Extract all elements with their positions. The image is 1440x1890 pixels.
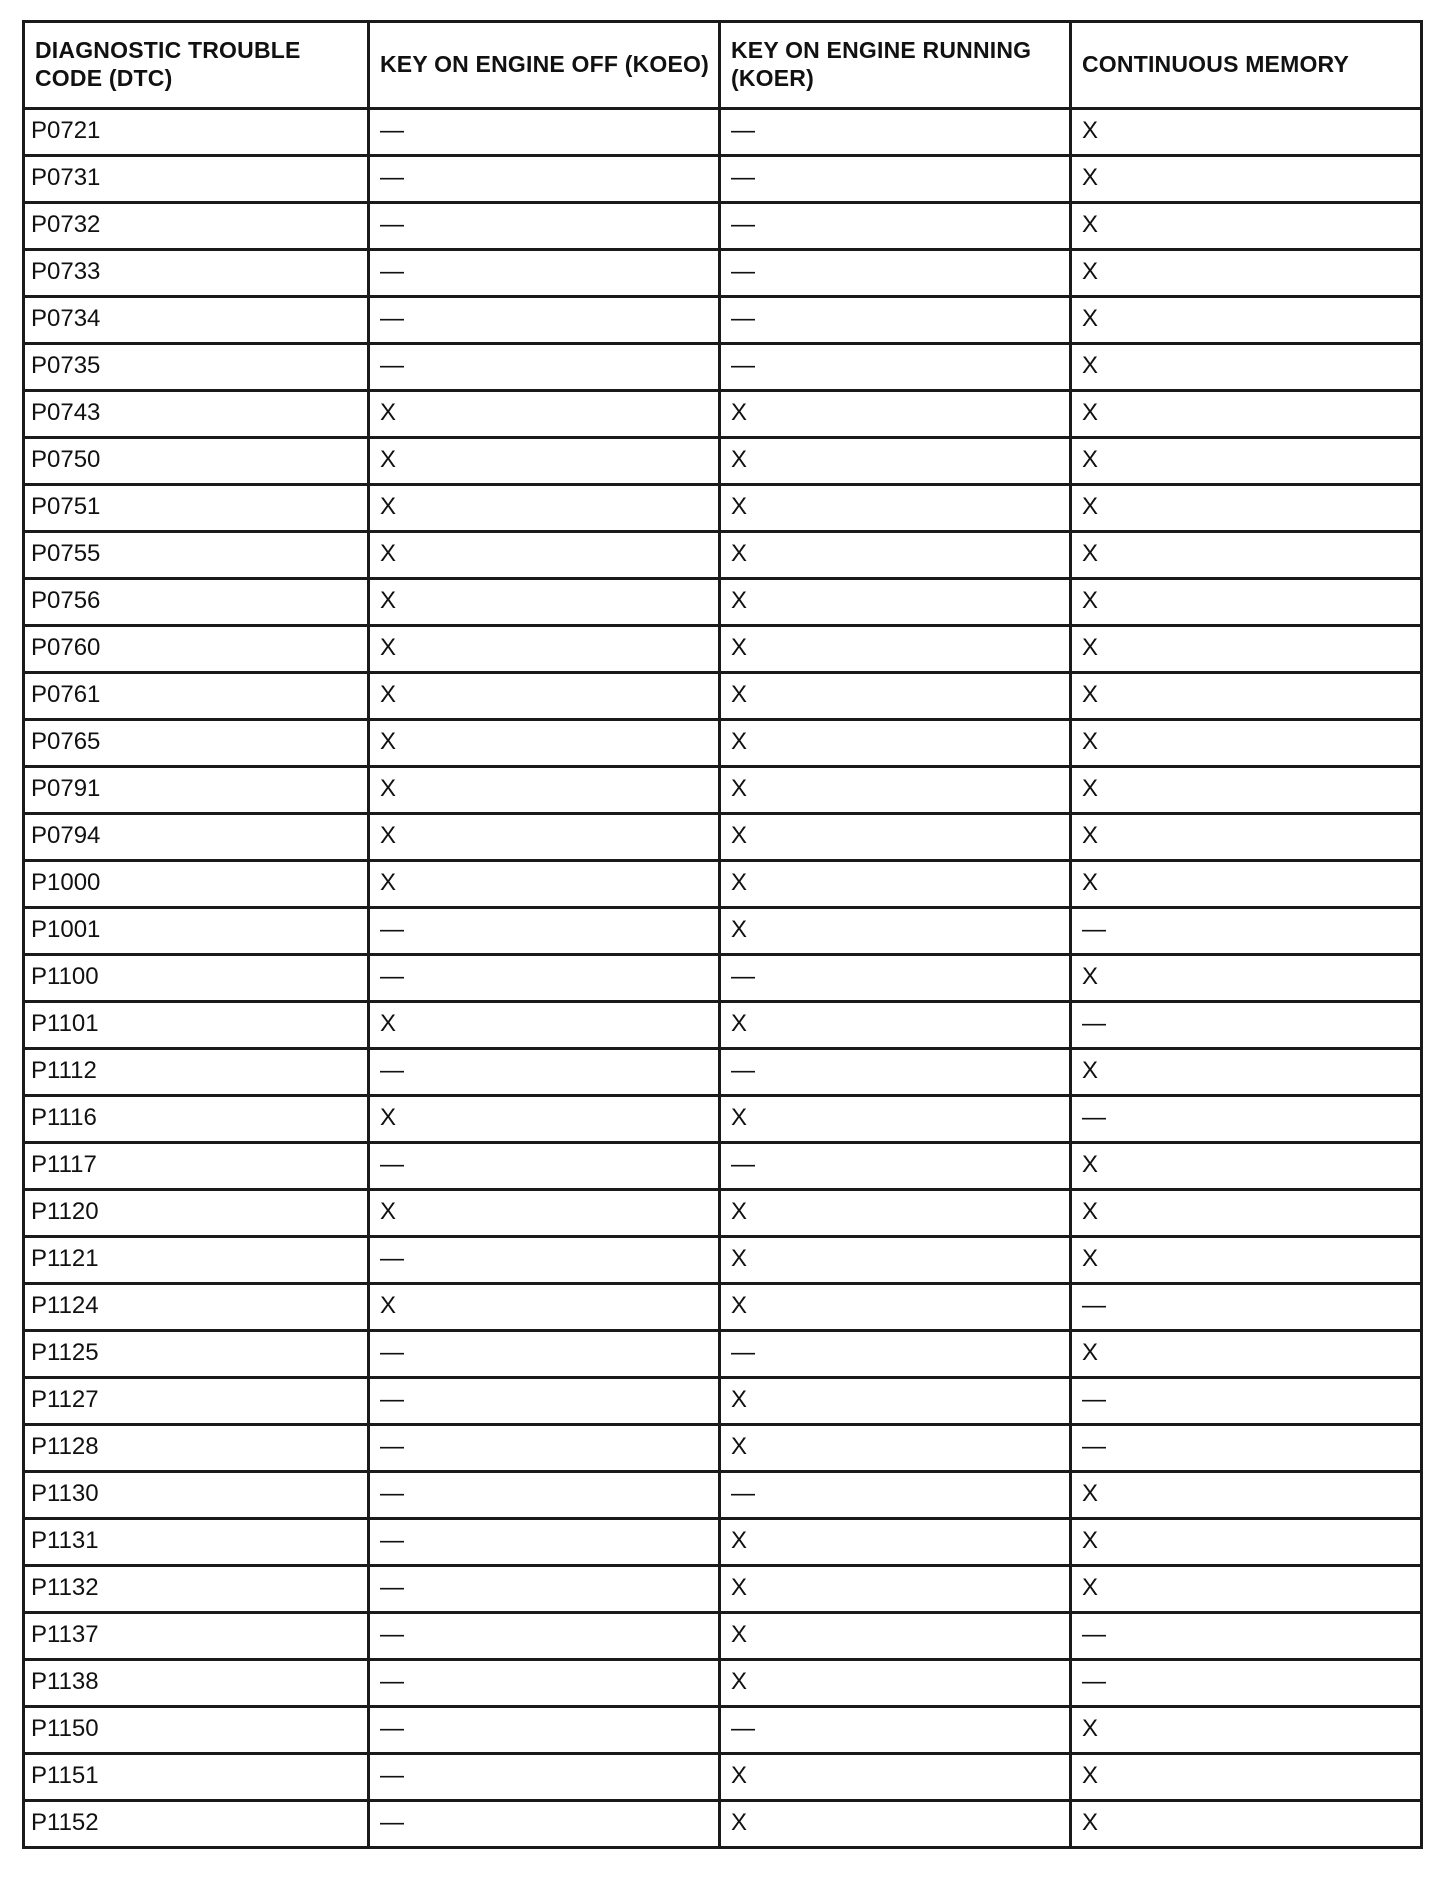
cell-dtc-code: P1150 [24, 1707, 369, 1754]
cell-continuous-memory: X [1071, 1566, 1422, 1613]
cell-dtc-code: P1117 [24, 1143, 369, 1190]
table-row [24, 1096, 1422, 1143]
cell-dtc-code: P0755 [24, 532, 369, 579]
table-row [24, 391, 1422, 438]
cell-koer: — [720, 1472, 1071, 1519]
cell-koeo: — [369, 1378, 720, 1425]
cell-continuous-memory: — [1071, 1002, 1422, 1049]
table-row [24, 1002, 1422, 1049]
cell-koer: X [720, 1237, 1071, 1284]
cell-koer: X [720, 767, 1071, 814]
cell-koer: X [720, 626, 1071, 673]
cell-continuous-memory: X [1071, 1190, 1422, 1237]
cell-koeo: — [369, 1660, 720, 1707]
dtc-table-page [22, 20, 1420, 1849]
cell-koer: X [720, 1519, 1071, 1566]
cell-koeo: X [369, 391, 720, 438]
cell-continuous-memory: X [1071, 673, 1422, 720]
cell-dtc-code: P0760 [24, 626, 369, 673]
cell-dtc-code: P1127 [24, 1378, 369, 1425]
cell-koeo: X [369, 485, 720, 532]
cell-dtc-code: P0732 [24, 203, 369, 250]
cell-koeo: X [369, 1096, 720, 1143]
cell-continuous-memory: X [1071, 485, 1422, 532]
cell-koer: — [720, 156, 1071, 203]
table-row [24, 1660, 1422, 1707]
table-header-row [24, 22, 1422, 109]
cell-koer: X [720, 485, 1071, 532]
cell-dtc-code: P1120 [24, 1190, 369, 1237]
table-row [24, 1425, 1422, 1472]
cell-continuous-memory: X [1071, 109, 1422, 156]
cell-dtc-code: P1151 [24, 1754, 369, 1801]
cell-koer: — [720, 344, 1071, 391]
cell-koeo: — [369, 203, 720, 250]
cell-koeo: X [369, 1002, 720, 1049]
cell-koeo: X [369, 814, 720, 861]
table-row [24, 485, 1422, 532]
table-row [24, 1519, 1422, 1566]
cell-dtc-code: P0794 [24, 814, 369, 861]
cell-koer: X [720, 1002, 1071, 1049]
cell-dtc-code: P1137 [24, 1613, 369, 1660]
cell-continuous-memory: X [1071, 1707, 1422, 1754]
cell-continuous-memory: X [1071, 626, 1422, 673]
cell-koeo: — [369, 1143, 720, 1190]
cell-dtc-code: P1001 [24, 908, 369, 955]
table-body [24, 109, 1422, 1848]
table-row [24, 814, 1422, 861]
table-row [24, 203, 1422, 250]
cell-koer: X [720, 1566, 1071, 1613]
table-row [24, 1707, 1422, 1754]
cell-koer: X [720, 1801, 1071, 1848]
cell-koer: — [720, 1049, 1071, 1096]
cell-continuous-memory: X [1071, 1754, 1422, 1801]
table-row [24, 673, 1422, 720]
cell-koeo: — [369, 1519, 720, 1566]
cell-koeo: — [369, 344, 720, 391]
cell-koeo: — [369, 297, 720, 344]
cell-koeo: — [369, 1425, 720, 1472]
cell-dtc-code: P1100 [24, 955, 369, 1002]
cell-koeo: — [369, 1566, 720, 1613]
table-row [24, 908, 1422, 955]
cell-koeo: X [369, 1190, 720, 1237]
table-row [24, 1331, 1422, 1378]
cell-continuous-memory: — [1071, 1425, 1422, 1472]
cell-dtc-code: P1131 [24, 1519, 369, 1566]
cell-koer: X [720, 532, 1071, 579]
header-continuous-memory: CONTINUOUS MEMORY [1071, 22, 1422, 109]
cell-koeo: X [369, 1284, 720, 1331]
cell-dtc-code: P0756 [24, 579, 369, 626]
cell-continuous-memory: — [1071, 1378, 1422, 1425]
cell-dtc-code: P0765 [24, 720, 369, 767]
cell-koeo: — [369, 1613, 720, 1660]
cell-dtc-code: P0731 [24, 156, 369, 203]
cell-dtc-code: P0751 [24, 485, 369, 532]
cell-dtc-code: P1152 [24, 1801, 369, 1848]
cell-koer: X [720, 579, 1071, 626]
cell-koer: — [720, 1707, 1071, 1754]
cell-koeo: X [369, 861, 720, 908]
cell-koeo: X [369, 673, 720, 720]
table-row [24, 344, 1422, 391]
cell-koer: — [720, 109, 1071, 156]
cell-koer: X [720, 1284, 1071, 1331]
table-row [24, 1754, 1422, 1801]
cell-dtc-code: P1125 [24, 1331, 369, 1378]
cell-koer: X [720, 438, 1071, 485]
header-koeo: KEY ON ENGINE OFF (KOEO) [369, 22, 720, 109]
cell-continuous-memory: — [1071, 1284, 1422, 1331]
cell-koer: — [720, 955, 1071, 1002]
cell-koeo: — [369, 156, 720, 203]
cell-koer: — [720, 203, 1071, 250]
cell-dtc-code: P1112 [24, 1049, 369, 1096]
cell-dtc-code: P1130 [24, 1472, 369, 1519]
cell-koeo: — [369, 1707, 720, 1754]
cell-continuous-memory: X [1071, 203, 1422, 250]
table-row [24, 1378, 1422, 1425]
cell-dtc-code: P1121 [24, 1237, 369, 1284]
cell-koeo: — [369, 955, 720, 1002]
cell-continuous-memory: X [1071, 250, 1422, 297]
cell-koeo: X [369, 626, 720, 673]
cell-koeo: — [369, 250, 720, 297]
cell-koeo: — [369, 1049, 720, 1096]
cell-koer: — [720, 297, 1071, 344]
cell-koer: X [720, 908, 1071, 955]
cell-dtc-code: P0721 [24, 109, 369, 156]
table-row [24, 1566, 1422, 1613]
cell-koer: — [720, 250, 1071, 297]
cell-koer: — [720, 1331, 1071, 1378]
cell-dtc-code: P1116 [24, 1096, 369, 1143]
dtc-table [22, 20, 1423, 1849]
cell-dtc-code: P0735 [24, 344, 369, 391]
header-dtc: DIAGNOSTIC TROUBLE CODE (DTC) [24, 22, 369, 109]
cell-continuous-memory: X [1071, 767, 1422, 814]
cell-dtc-code: P0750 [24, 438, 369, 485]
table-row [24, 1472, 1422, 1519]
cell-continuous-memory: X [1071, 814, 1422, 861]
table-row [24, 861, 1422, 908]
table-row [24, 156, 1422, 203]
cell-koeo: — [369, 1754, 720, 1801]
cell-continuous-memory: X [1071, 1801, 1422, 1848]
table-row [24, 579, 1422, 626]
cell-continuous-memory: X [1071, 297, 1422, 344]
cell-koeo: X [369, 579, 720, 626]
table-row [24, 1190, 1422, 1237]
cell-koeo: — [369, 1801, 720, 1848]
cell-dtc-code: P1132 [24, 1566, 369, 1613]
table-row [24, 532, 1422, 579]
cell-koeo: — [369, 109, 720, 156]
table-row [24, 1613, 1422, 1660]
table-row [24, 767, 1422, 814]
cell-continuous-memory: X [1071, 391, 1422, 438]
cell-continuous-memory: X [1071, 1237, 1422, 1284]
cell-dtc-code: P0743 [24, 391, 369, 438]
cell-continuous-memory: X [1071, 344, 1422, 391]
cell-continuous-memory: — [1071, 908, 1422, 955]
cell-koeo: — [369, 1237, 720, 1284]
table-row [24, 1801, 1422, 1848]
cell-dtc-code: P0734 [24, 297, 369, 344]
cell-continuous-memory: — [1071, 1660, 1422, 1707]
table-row [24, 1049, 1422, 1096]
cell-dtc-code: P1128 [24, 1425, 369, 1472]
cell-koer: — [720, 1143, 1071, 1190]
table-row [24, 438, 1422, 485]
cell-continuous-memory: X [1071, 156, 1422, 203]
cell-koer: X [720, 861, 1071, 908]
table-row [24, 109, 1422, 156]
cell-koeo: — [369, 1472, 720, 1519]
cell-koer: X [720, 391, 1071, 438]
cell-continuous-memory: X [1071, 1472, 1422, 1519]
table-row [24, 720, 1422, 767]
table-row [24, 1143, 1422, 1190]
cell-koer: X [720, 1190, 1071, 1237]
cell-continuous-memory: X [1071, 438, 1422, 485]
cell-continuous-memory: — [1071, 1096, 1422, 1143]
cell-continuous-memory: — [1071, 1613, 1422, 1660]
cell-koer: X [720, 814, 1071, 861]
cell-koer: X [720, 720, 1071, 767]
cell-koeo: X [369, 438, 720, 485]
cell-koer: X [720, 1096, 1071, 1143]
table-row [24, 1237, 1422, 1284]
cell-koer: X [720, 1660, 1071, 1707]
cell-continuous-memory: X [1071, 532, 1422, 579]
table-row [24, 250, 1422, 297]
table-row [24, 955, 1422, 1002]
cell-continuous-memory: X [1071, 955, 1422, 1002]
table-row [24, 626, 1422, 673]
cell-koeo: X [369, 767, 720, 814]
cell-dtc-code: P1000 [24, 861, 369, 908]
cell-koeo: — [369, 908, 720, 955]
cell-koer: X [720, 673, 1071, 720]
cell-dtc-code: P0791 [24, 767, 369, 814]
cell-koeo: — [369, 1331, 720, 1378]
cell-dtc-code: P0733 [24, 250, 369, 297]
cell-koeo: X [369, 532, 720, 579]
cell-dtc-code: P1124 [24, 1284, 369, 1331]
cell-continuous-memory: X [1071, 1519, 1422, 1566]
cell-dtc-code: P1101 [24, 1002, 369, 1049]
cell-continuous-memory: X [1071, 720, 1422, 767]
table-row [24, 1284, 1422, 1331]
cell-koer: X [720, 1378, 1071, 1425]
cell-koeo: X [369, 720, 720, 767]
cell-dtc-code: P1138 [24, 1660, 369, 1707]
cell-continuous-memory: X [1071, 1143, 1422, 1190]
cell-continuous-memory: X [1071, 1331, 1422, 1378]
cell-koer: X [720, 1754, 1071, 1801]
cell-koer: X [720, 1613, 1071, 1660]
table-row [24, 297, 1422, 344]
cell-continuous-memory: X [1071, 579, 1422, 626]
cell-koer: X [720, 1425, 1071, 1472]
header-koer: KEY ON ENGINE RUNNING (KOER) [720, 22, 1071, 109]
cell-continuous-memory: X [1071, 861, 1422, 908]
cell-continuous-memory: X [1071, 1049, 1422, 1096]
cell-dtc-code: P0761 [24, 673, 369, 720]
